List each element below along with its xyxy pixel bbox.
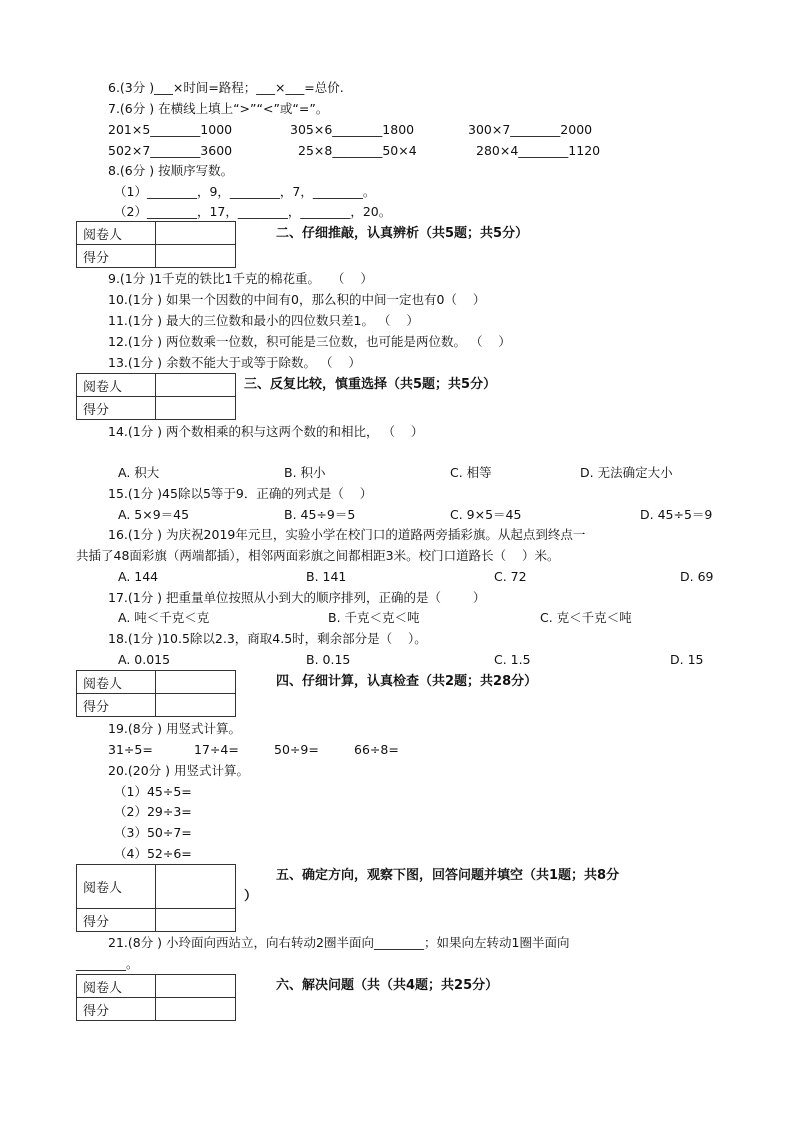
score-box [76, 864, 236, 932]
score-label: 得分 [77, 998, 156, 1021]
section-heading: 二、仔细推敲，认真辨析（共5题；共5分） [276, 226, 529, 241]
section-heading: 三、反复比较，慎重选择（共5题；共5分） [244, 377, 497, 392]
q7-item: 201×5________1000 [108, 122, 233, 137]
score-cell [156, 998, 236, 1021]
question-6: 6.(3分 )___×时间=路程；___×___=总价. [108, 80, 344, 95]
option: D. 无法确定大小 [580, 465, 673, 480]
q7-item: 280×4________1120 [476, 143, 601, 158]
reviewer-label: 阅卷人 [77, 374, 156, 397]
option: A. 144 [118, 569, 159, 584]
section-heading: 四、仔细计算，认真检查（共2题；共28分） [276, 674, 538, 689]
option: C. 9×5＝45 [450, 507, 522, 522]
question-12: 12.(1分 ) 两位数乘一位数，积可能是三位数，也可能是两位数。 （ ） [108, 334, 511, 349]
option: B. 千克＜克＜吨 [328, 610, 420, 625]
score-box [76, 373, 236, 420]
section-heading-cont: ） [244, 889, 258, 904]
option: C. 72 [494, 569, 527, 584]
score-label: 得分 [77, 909, 156, 932]
calc-item: 17÷4= [194, 742, 239, 757]
calc-item: （1）45÷5= [114, 784, 192, 799]
question-14: 14.(1分 ) 两个数相乘的积与这两个数的和相比， （ ） [108, 424, 424, 439]
reviewer-label: 阅卷人 [77, 865, 156, 909]
question-9: 9.(1分 )1千克的铁比1千克的棉花重。 （ ） [108, 271, 373, 286]
option: A. 0.015 [118, 652, 171, 667]
calc-item: 50÷9= [274, 742, 319, 757]
q8-part-2: （2）________，17，________，________，20。 [114, 204, 392, 219]
q8-part-1: （1）________，9，________，7，________。 [114, 184, 376, 199]
question-11: 11.(1分 ) 最大的三位数和最小的四位数只差1。 （ ） [108, 313, 419, 328]
score-cell [156, 245, 236, 268]
score-cell [156, 397, 236, 420]
score-cell [156, 694, 236, 717]
reviewer-label: 阅卷人 [77, 671, 156, 694]
question-10: 10.(1分 ) 如果一个因数的中间有0，那么积的中间一定也有0（ ） [108, 292, 486, 307]
option: A. 5×9＝45 [118, 507, 190, 522]
reviewer-label: 阅卷人 [77, 975, 156, 998]
score-label: 得分 [77, 245, 156, 268]
question-18: 18.(1分 )10.5除以2.3，商取4.5时，剩余部分是（ ）。 [108, 631, 427, 646]
calc-item: （3）50÷7= [114, 825, 192, 840]
question-21-cont: ________。 [76, 956, 139, 971]
q7-item: 502×7________3600 [108, 143, 233, 158]
section-heading: 五、确定方向，观察下图，回答问题并填空（共1题；共8分 [276, 868, 620, 883]
q7-item: 305×6________1800 [290, 122, 415, 137]
option: B. 45÷9＝5 [284, 507, 356, 522]
calc-item: （4）52÷6= [114, 846, 192, 861]
option: B. 141 [306, 569, 347, 584]
option: A. 积大 [118, 465, 160, 480]
question-16: 16.(1分 ) 为庆祝2019年元旦，实验小学在校门口的道路两旁插彩旗。从起点到终点一 [108, 527, 586, 542]
option: A. 吨＜千克＜克 [118, 610, 210, 625]
q7-item: 300×7________2000 [468, 122, 593, 137]
score-label: 得分 [77, 397, 156, 420]
option: C. 1.5 [494, 652, 531, 667]
reviewer-cell [156, 865, 236, 909]
reviewer-cell [156, 222, 236, 245]
question-21: 21.(8分 ) 小玲面向西站立，向右转动2圈半面向________；如果向左转动1圈半面向 [108, 935, 570, 950]
option: C. 相等 [450, 465, 492, 480]
option: C. 克＜千克＜吨 [540, 610, 632, 625]
score-box [76, 974, 236, 1021]
score-cell [156, 909, 236, 932]
option: B. 积小 [284, 465, 326, 480]
calc-item: 66÷8= [354, 742, 399, 757]
q7-item: 25×8________50×4 [298, 143, 417, 158]
reviewer-cell [156, 374, 236, 397]
question-19: 19.(8分 ) 用竖式计算。 [108, 721, 242, 736]
option: D. 69 [680, 569, 714, 584]
question-8: 8.(6分 ) 按顺序写数。 [108, 163, 234, 178]
question-15: 15.(1分 )45除以5等于9．正确的列式是（ ） [108, 486, 373, 501]
question-13: 13.(1分 ) 余数不能大于或等于除数。 （ ） [108, 355, 361, 370]
section-heading: 六、解决问题（共（共4题；共25分） [276, 978, 499, 993]
reviewer-label: 阅卷人 [77, 222, 156, 245]
question-20: 20.(20分 ) 用竖式计算。 [108, 763, 249, 778]
reviewer-cell [156, 671, 236, 694]
option: B. 0.15 [306, 652, 351, 667]
option: D. 15 [670, 652, 704, 667]
calc-item: （2）29÷3= [114, 804, 192, 819]
score-box [76, 221, 236, 268]
calc-item: 31÷5= [108, 742, 153, 757]
question-7: 7.(6分 ) 在横线上填上“>”“<”或“=”。 [108, 101, 329, 116]
score-label: 得分 [77, 694, 156, 717]
question-16-cont: 共插了48面彩旗（两端都插），相邻两面彩旗之间都相距3米。校门口道路长（ ）米。 [76, 548, 560, 563]
reviewer-cell [156, 975, 236, 998]
question-17: 17.(1分 ) 把重量单位按照从小到大的顺序排列，正确的是（ ） [108, 590, 486, 605]
option: D. 45÷5＝9 [640, 507, 713, 522]
score-box [76, 670, 236, 717]
